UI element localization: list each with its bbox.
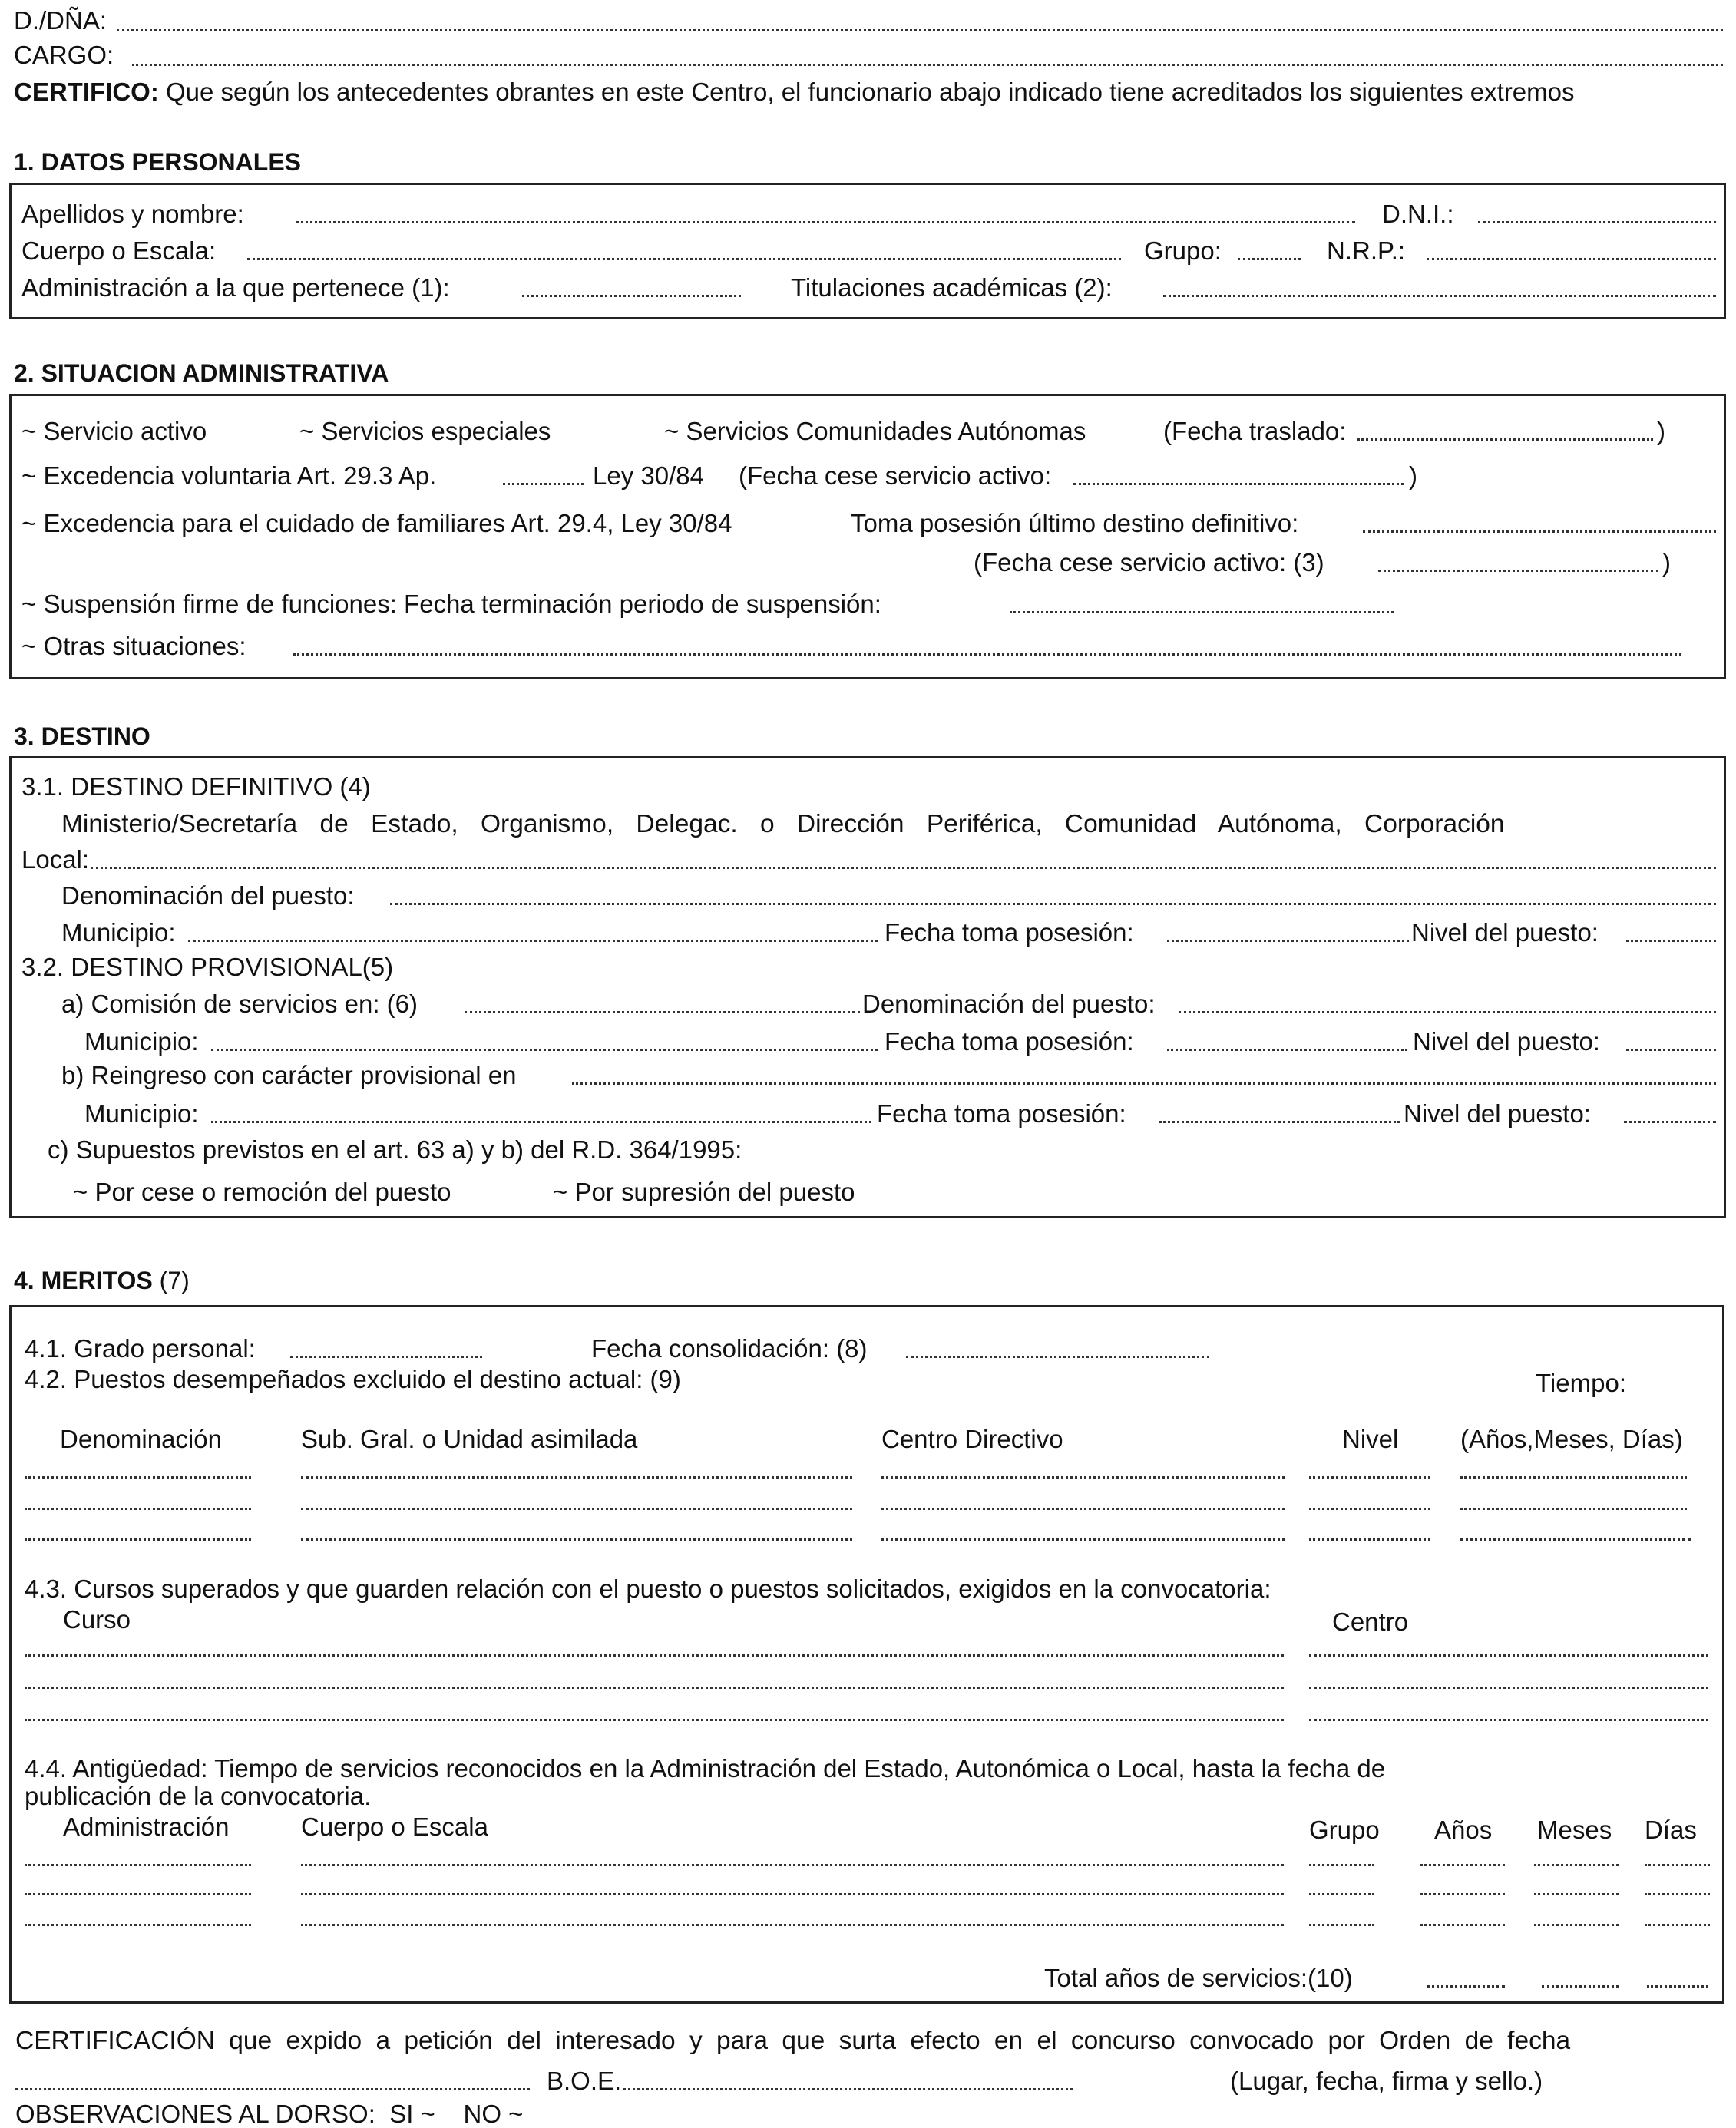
section-2-title: 2. SITUACION ADMINISTRATIVA xyxy=(14,359,389,387)
nivel-field-3[interactable] xyxy=(1624,1121,1716,1123)
fecha-toma-label-2: Fecha toma posesión: xyxy=(885,1027,1134,1056)
col-denominacion: Denominación xyxy=(60,1425,222,1453)
municipio-label-1: Municipio: xyxy=(61,918,176,947)
antiguedad-anos-2[interactable] xyxy=(1420,1893,1505,1895)
section-4-title-line xyxy=(14,1268,190,1293)
fecha-cese-field[interactable] xyxy=(1073,483,1404,485)
cuerpo-field[interactable] xyxy=(247,258,1121,260)
centro-field-2[interactable] xyxy=(1309,1687,1708,1689)
municipio-field-3[interactable] xyxy=(211,1121,871,1123)
observaciones-line[interactable]: OBSERVACIONES AL DORSO: SI ~ NO ~ xyxy=(15,2100,524,2128)
col-anos: Años xyxy=(1434,1816,1493,1844)
cursos-label: 4.3. Cursos superados y que guarden relación con el puesto o puestos solicitados, exigidos en la convocatoria: xyxy=(25,1575,1271,1603)
antiguedad-administracion-1[interactable] xyxy=(25,1864,251,1866)
fecha-cese-3-field[interactable] xyxy=(1378,570,1658,572)
col-dias: Días xyxy=(1645,1816,1697,1844)
col-curso: Curso xyxy=(63,1605,131,1634)
reingreso-label: b) Reingreso con carácter provisional en xyxy=(61,1061,517,1089)
suspension-option[interactable]: ~ Suspensión firme de funciones: Fecha terminación periodo de suspensión: xyxy=(21,590,881,618)
antiguedad-grupo-2[interactable] xyxy=(1309,1893,1374,1895)
puestos-tiempo-1[interactable] xyxy=(1460,1476,1687,1479)
col-centro: Centro xyxy=(1332,1608,1409,1636)
grupo-field[interactable] xyxy=(1238,258,1301,260)
orden-fecha-field[interactable] xyxy=(15,2088,530,2090)
antiguedad-administracion-3[interactable] xyxy=(25,1924,251,1926)
total-meses-field[interactable] xyxy=(1542,1985,1619,1988)
col-grupo: Grupo xyxy=(1309,1816,1380,1844)
dni-field[interactable] xyxy=(1478,221,1716,223)
col-administracion: Administración xyxy=(63,1812,230,1841)
antiguedad-label-1: 4.4. Antigüedad: Tiempo de servicios reconocidos en la Administración del Estado, Autonómica o Local, hasta la fecha de xyxy=(25,1754,1386,1783)
fecha-consolidacion-field[interactable] xyxy=(906,1356,1209,1358)
fecha-cese-label: (Fecha cese servicio activo: xyxy=(739,461,1052,490)
puestos-tiempo-3[interactable] xyxy=(1460,1538,1691,1541)
puestos-centro-3[interactable] xyxy=(881,1538,1285,1541)
dona-label: D./DÑA: xyxy=(14,6,107,35)
excedencia-voluntaria-option[interactable]: ~ Excedencia voluntaria Art. 29.3 Ap. xyxy=(21,461,437,490)
grupo-label: Grupo: xyxy=(1144,236,1222,265)
section-4-note: (7) xyxy=(159,1267,190,1294)
nrp-label: N.R.P.: xyxy=(1327,236,1406,265)
fecha-traslado-label: (Fecha traslado: xyxy=(1163,417,1347,445)
col-meses: Meses xyxy=(1537,1816,1612,1844)
fecha-traslado-close: ) xyxy=(1657,417,1665,445)
certificacion-text: CERTIFICACIÓN que expido a petición del interesado y para que surta efecto en el concurso convocado por Orden de fecha xyxy=(15,2027,1571,2055)
municipio-label-3: Municipio: xyxy=(84,1099,199,1128)
col-tiempo: (Años,Meses, Días) xyxy=(1460,1425,1683,1453)
col-cuerpo: Cuerpo o Escala xyxy=(301,1812,488,1841)
ministerio-label: Ministerio/Secretaría de Estado, Organismo, Delegac. o Dirección Periférica, Comunidad Autónoma, Corporación xyxy=(61,810,1505,838)
grado-label: 4.1. Grado personal: xyxy=(25,1334,256,1363)
certifico-label: CERTIFICO: xyxy=(14,78,159,106)
col-subgral: Sub. Gral. o Unidad asimilada xyxy=(301,1425,638,1453)
municipio-field-2[interactable] xyxy=(211,1049,878,1051)
certifico-line xyxy=(14,79,1575,104)
municipio-label-2: Municipio: xyxy=(84,1027,199,1056)
puestos-denominacion-1[interactable] xyxy=(25,1476,251,1479)
col-nivel: Nivel xyxy=(1342,1425,1399,1453)
col-centro-directivo: Centro Directivo xyxy=(881,1425,1063,1453)
denominacion-label-2: Denominación del puesto: xyxy=(862,990,1156,1018)
puestos-tiempo-2[interactable] xyxy=(1460,1508,1687,1510)
local-field[interactable] xyxy=(91,867,1716,869)
puestos-subgral-3[interactable] xyxy=(301,1538,852,1541)
fecha-toma-field-2[interactable] xyxy=(1167,1049,1407,1051)
suspension-field[interactable] xyxy=(1010,611,1394,613)
boe-label: B.O.E. xyxy=(547,2067,622,2095)
antiguedad-administracion-2[interactable] xyxy=(25,1893,251,1895)
total-anos-field[interactable] xyxy=(1427,1985,1505,1988)
antiguedad-label-2: publicación de la convocatoria. xyxy=(25,1782,372,1810)
antiguedad-meses-3[interactable] xyxy=(1534,1924,1619,1926)
toma-posesion-label: Toma posesión último destino definitivo: xyxy=(851,509,1299,537)
section-3-title: 3. DESTINO xyxy=(14,722,150,750)
nivel-field-2[interactable] xyxy=(1626,1049,1716,1051)
administracion-field[interactable] xyxy=(522,295,741,297)
comision-label: a) Comisión de servicios en: (6) xyxy=(61,990,418,1018)
ley-label: Ley 30/84 xyxy=(593,461,704,490)
cargo-label: CARGO: xyxy=(14,41,114,69)
curso-field-1[interactable] xyxy=(25,1654,1284,1657)
destino-definitivo-heading: 3.1. DESTINO DEFINITIVO (4) xyxy=(21,772,371,801)
antiguedad-meses-2[interactable] xyxy=(1534,1893,1619,1895)
nrp-field[interactable] xyxy=(1427,258,1716,260)
apellidos-label: Apellidos y nombre: xyxy=(21,200,244,228)
fecha-toma-label-3: Fecha toma posesión: xyxy=(877,1099,1126,1128)
section-1-title: 1. DATOS PERSONALES xyxy=(14,148,301,176)
puestos-subgral-1[interactable] xyxy=(301,1476,852,1479)
curso-field-3[interactable] xyxy=(25,1719,1284,1721)
antiguedad-grupo-3[interactable] xyxy=(1309,1924,1374,1926)
dona-field[interactable] xyxy=(117,29,1723,31)
antiguedad-dias-1[interactable] xyxy=(1645,1864,1710,1866)
denominacion-field-2[interactable] xyxy=(1179,1011,1716,1013)
antiguedad-cuerpo-1[interactable] xyxy=(301,1864,1284,1866)
nivel-label-2: Nivel del puesto: xyxy=(1413,1027,1600,1056)
servicios-especiales-option[interactable]: ~ Servicios especiales xyxy=(299,417,551,445)
antiguedad-anos-1[interactable] xyxy=(1420,1864,1505,1866)
fecha-traslado-field[interactable] xyxy=(1357,438,1653,441)
lugar-fecha-firma: (Lugar, fecha, firma y sello.) xyxy=(1230,2067,1543,2095)
fecha-cese-3-close: ) xyxy=(1662,548,1671,577)
centro-field-3[interactable] xyxy=(1309,1719,1708,1721)
nivel-field-1[interactable] xyxy=(1626,940,1716,942)
puestos-centro-1[interactable] xyxy=(881,1476,1285,1479)
total-dias-field[interactable] xyxy=(1647,1985,1708,1988)
antiguedad-cuerpo-2[interactable] xyxy=(301,1893,1284,1895)
toma-posesion-field[interactable] xyxy=(1363,530,1716,533)
antiguedad-cuerpo-3[interactable] xyxy=(301,1924,1284,1926)
fecha-toma-field-3[interactable] xyxy=(1159,1121,1400,1123)
titulaciones-label: Titulaciones académicas (2): xyxy=(791,273,1113,302)
cuerpo-label: Cuerpo o Escala: xyxy=(21,236,217,265)
fecha-cese-3-label: (Fecha cese servicio activo: (3) xyxy=(974,548,1324,577)
dni-label: D.N.I.: xyxy=(1382,200,1454,228)
supresion-option[interactable]: ~ Por supresión del puesto xyxy=(553,1178,855,1206)
excedencia-apartado-field[interactable] xyxy=(503,483,584,485)
puestos-denominacion-2[interactable] xyxy=(25,1508,251,1510)
administracion-label: Administración a la que pertenece (1): xyxy=(21,273,450,302)
nivel-label-3: Nivel del puesto: xyxy=(1404,1099,1591,1128)
curso-field-2[interactable] xyxy=(25,1687,1284,1689)
puestos-subgral-2[interactable] xyxy=(301,1508,852,1510)
local-label: Local: xyxy=(21,845,90,874)
denominacion-field[interactable] xyxy=(390,903,1716,905)
centro-field-1[interactable] xyxy=(1309,1654,1708,1657)
servicio-activo-option[interactable]: ~ Servicio activo xyxy=(21,417,207,445)
reingreso-field[interactable] xyxy=(572,1082,1716,1085)
servicios-ccaa-option[interactable]: ~ Servicios Comunidades Autónomas xyxy=(664,417,1086,445)
puestos-label: 4.2. Puestos desempeñados excluido el destino actual: (9) xyxy=(25,1365,681,1393)
nivel-label-1: Nivel del puesto: xyxy=(1411,918,1599,947)
antiguedad-anos-3[interactable] xyxy=(1420,1924,1505,1926)
puestos-nivel-1[interactable] xyxy=(1309,1476,1430,1479)
supuestos-label: c) Supuestos previstos en el art. 63 a) y b) del R.D. 364/1995: xyxy=(48,1135,742,1164)
fecha-toma-label-1: Fecha toma posesión: xyxy=(885,918,1134,947)
cese-remocion-option[interactable]: ~ Por cese o remoción del puesto xyxy=(73,1178,451,1206)
otras-situaciones-field[interactable] xyxy=(293,653,1681,656)
antiguedad-meses-1[interactable] xyxy=(1534,1864,1619,1866)
denominacion-label: Denominación del puesto: xyxy=(61,881,355,910)
destino-provisional-heading: 3.2. DESTINO PROVISIONAL(5) xyxy=(21,953,394,981)
antiguedad-dias-2[interactable] xyxy=(1645,1893,1710,1895)
comision-field[interactable] xyxy=(465,1011,860,1013)
titulaciones-field[interactable] xyxy=(1163,295,1716,297)
certifico-text: Que según los antecedentes obrantes en este Centro, el funcionario abajo indicado tiene acreditados los siguientes extremos xyxy=(166,78,1575,106)
apellidos-field[interactable] xyxy=(296,221,1355,223)
fecha-consolidacion-label: Fecha consolidación: (8) xyxy=(591,1334,868,1363)
boe-field[interactable] xyxy=(623,2088,1073,2090)
puestos-centro-2[interactable] xyxy=(881,1508,1285,1510)
fecha-toma-field-1[interactable] xyxy=(1167,940,1409,942)
puestos-denominacion-3[interactable] xyxy=(25,1538,251,1541)
municipio-field-1[interactable] xyxy=(188,940,878,942)
antiguedad-dias-3[interactable] xyxy=(1645,1924,1710,1926)
antiguedad-grupo-1[interactable] xyxy=(1309,1864,1374,1866)
excedencia-familiares-option[interactable]: ~ Excedencia para el cuidado de familiares Art. 29.4, Ley 30/84 xyxy=(21,509,732,537)
tiempo-label: Tiempo: xyxy=(1536,1369,1626,1397)
grado-field[interactable] xyxy=(290,1356,482,1358)
puestos-nivel-2[interactable] xyxy=(1309,1508,1430,1510)
section-4-title: 4. MERITOS xyxy=(14,1267,153,1294)
otras-situaciones-option[interactable]: ~ Otras situaciones: xyxy=(21,632,246,660)
fecha-cese-close: ) xyxy=(1409,461,1417,490)
total-servicios-label: Total años de servicios:(10) xyxy=(1044,1964,1353,1992)
puestos-nivel-3[interactable] xyxy=(1309,1538,1430,1541)
cargo-field[interactable] xyxy=(132,64,1723,66)
